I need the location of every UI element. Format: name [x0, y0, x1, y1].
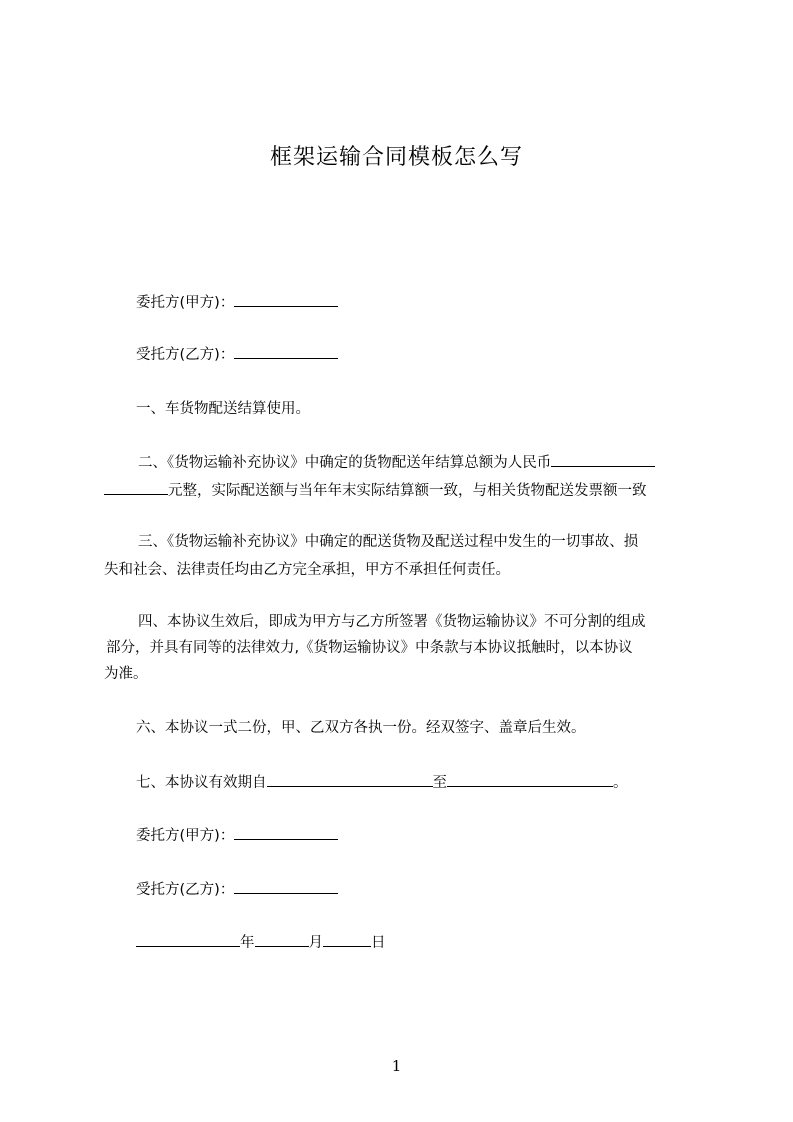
month-blank [255, 932, 309, 947]
sign-a-line [136, 825, 338, 846]
clause-4-line-1: 四、本协议生效后，即成为甲方与乙方所签署《货物运输协议》不可分割的组成 [138, 614, 646, 630]
clause-3-line-2: 失和社会、法律责任均由乙方完全承担，甲方不承担任何责任。 [104, 562, 510, 578]
party-b-blank [234, 344, 338, 359]
day-blank [323, 932, 371, 947]
date-line [136, 932, 386, 953]
year-blank [136, 932, 240, 947]
party-a-line [136, 292, 338, 313]
year-label: 年 [240, 935, 255, 951]
clause-2-text-1: 二、《货物运输补充协议》中确定的货物配送年结算总额为人民币 [138, 455, 552, 471]
end-date-blank [447, 772, 613, 787]
document-title: 框架运输合同模板怎么写 [269, 145, 523, 170]
sign-a-label: 委托方(甲方)： [136, 828, 235, 844]
sign-a-blank [234, 825, 338, 840]
clause-6: 六、本协议一式二份，甲、乙双方各执一份。经双签字、盖章后生效。 [136, 720, 586, 736]
clause-1: 一、车货物配送结算使用。 [136, 401, 310, 417]
day-label: 日 [371, 935, 386, 951]
sign-b-label: 受托方(乙方)： [136, 882, 235, 898]
month-label: 月 [308, 935, 323, 951]
clause-2-text-2: 元整，实际配送额与当年年末实际结算额一致，与相关货物配送发票额一致 [168, 483, 647, 499]
party-b-label: 受托方(乙方)： [136, 347, 235, 363]
clause-7-end: 。 [613, 775, 628, 791]
amount-blank-continued [104, 480, 168, 495]
clause-4-line-2: 部分，并具有同等的法律效力,《货物运输协议》中条款与本协议抵触时，以本协议 [106, 640, 633, 656]
start-date-blank [267, 772, 433, 787]
sign-b-line [136, 879, 338, 900]
clause-7 [136, 772, 628, 793]
party-b-line [136, 344, 338, 365]
clause-3-line-1: 三、《货物运输补充协议》中确定的配送货物及配送过程中发生的一切事故、损 [138, 534, 639, 550]
sign-b-blank [234, 879, 338, 894]
clause-7-prefix: 七、本协议有效期自 [136, 775, 267, 791]
clause-7-mid: 至 [432, 775, 447, 791]
party-a-label: 委托方(甲方)： [136, 295, 235, 311]
clause-2-line-1 [138, 452, 655, 473]
page-number: 1 [391, 1057, 402, 1075]
party-a-blank [234, 292, 338, 307]
clause-4-line-3: 为准。 [104, 666, 148, 682]
amount-blank [551, 452, 655, 467]
clause-2-line-2 [104, 480, 647, 501]
